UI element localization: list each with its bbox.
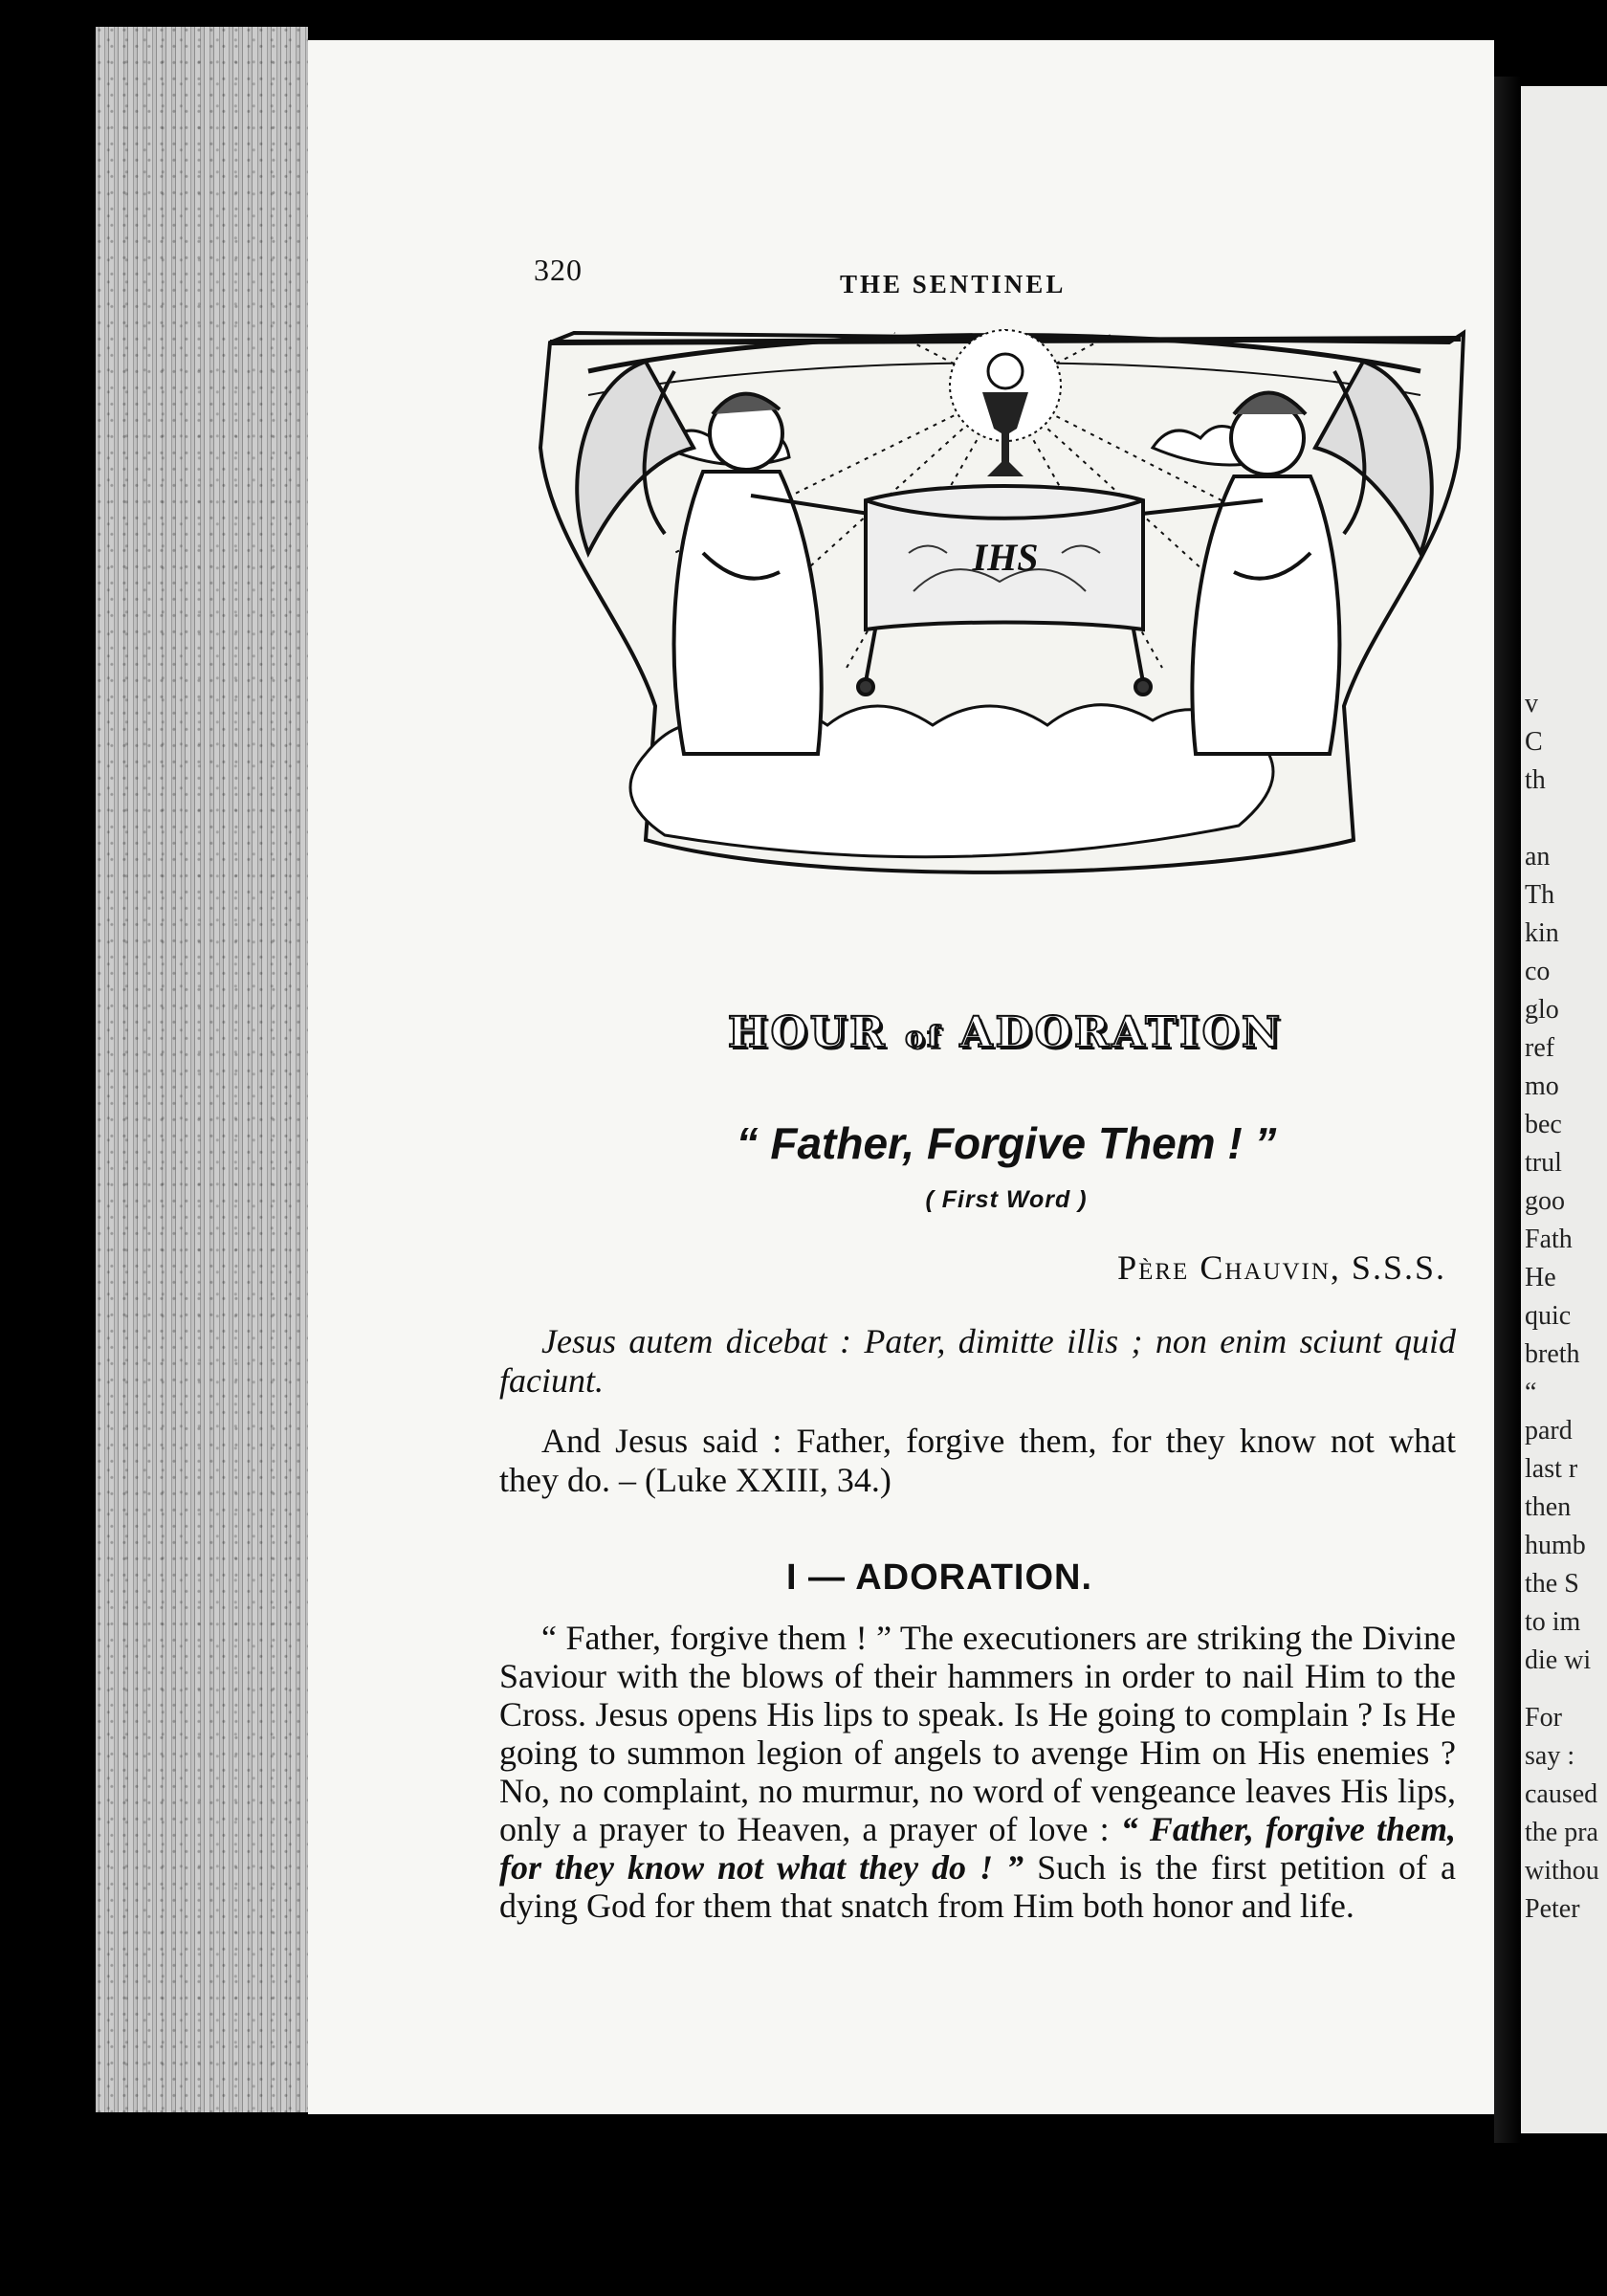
angels-chalice-illustration bbox=[531, 304, 1480, 913]
ihs-monogram: IHS bbox=[972, 536, 1039, 579]
first-word-label: ( First Word ) bbox=[925, 1186, 1088, 1213]
next-page-line: die wi bbox=[1525, 1645, 1592, 1675]
next-page-line: trul bbox=[1525, 1148, 1562, 1178]
next-page-line: For bbox=[1525, 1703, 1562, 1733]
book-page bbox=[308, 40, 1494, 2114]
next-page-line: breth bbox=[1525, 1339, 1580, 1369]
next-page-line: goo bbox=[1525, 1186, 1565, 1216]
next-page-line: th bbox=[1525, 765, 1546, 795]
next-page-line: kin bbox=[1525, 918, 1559, 948]
hour-of-adoration-title bbox=[670, 1008, 1341, 1057]
next-page-line: quic bbox=[1525, 1301, 1572, 1331]
next-page-line: last r bbox=[1525, 1454, 1578, 1484]
page-number: 320 bbox=[534, 253, 583, 287]
next-page-line: the pra bbox=[1525, 1818, 1598, 1847]
next-page-line: ref bbox=[1525, 1033, 1555, 1063]
next-page-fragment bbox=[1521, 86, 1607, 2133]
next-page-line: Fath bbox=[1525, 1225, 1573, 1254]
english-quote: And Jesus said : Father, forgive them, for they know not what they do. – (Luke XXIII, 34.) bbox=[499, 1422, 1456, 1499]
next-page-line: withou bbox=[1525, 1856, 1599, 1886]
next-page-line: say : bbox=[1525, 1741, 1575, 1771]
next-page-line: an bbox=[1525, 842, 1551, 872]
title-word-adoration: ADORATION bbox=[959, 1008, 1284, 1057]
next-page-line: humb bbox=[1525, 1531, 1586, 1560]
body-text-before: “ Father, forgive them ! ” The executioners are striking the Divine Saviour with the blows of their hammers in order to nail Him to the Cross. Jesus opens His lips to speak. Is He going to complain ? Is He going to summon legion of angels to avenge Him on His enemies ? No, no complaint, no murmur, no word of vengeance leaves His lips, only a prayer to Heaven, a prayer of love : bbox=[499, 1619, 1456, 1848]
title-word-of: of bbox=[905, 1021, 942, 1054]
next-page-line: v bbox=[1525, 689, 1538, 718]
next-page-line: the S bbox=[1525, 1569, 1579, 1599]
next-page-line: pard bbox=[1525, 1416, 1573, 1446]
book-page-edges bbox=[96, 27, 308, 2112]
body-paragraph bbox=[499, 1619, 1456, 1925]
next-page-line: bec bbox=[1525, 1110, 1562, 1139]
next-page-line: He bbox=[1525, 1263, 1556, 1292]
next-page-line: to im bbox=[1525, 1607, 1581, 1637]
next-page-line: caused bbox=[1525, 1779, 1598, 1809]
next-page-line: glo bbox=[1525, 995, 1559, 1025]
next-page-line: mo bbox=[1525, 1071, 1559, 1101]
next-page-line: Peter bbox=[1525, 1894, 1580, 1924]
book-gutter bbox=[1494, 77, 1521, 2143]
title-word-hour: HOUR bbox=[727, 1008, 888, 1057]
body-text-emphasis: “ Father, forgive them, for they know not what they do ! ” bbox=[499, 1810, 1457, 1887]
article-subtitle: “ Father, Forgive Them ! ” bbox=[736, 1118, 1277, 1168]
next-page-line: then bbox=[1525, 1492, 1572, 1522]
next-page-line: C bbox=[1525, 727, 1543, 757]
latin-quote: Jesus autem dicebat : Pater, dimitte illis ; non enim sciunt quid faciunt. bbox=[499, 1322, 1456, 1400]
next-page-line: co bbox=[1525, 957, 1551, 986]
author-byline: Père Chauvin, S.S.S. bbox=[1117, 1248, 1446, 1287]
next-page-line: Th bbox=[1525, 880, 1555, 910]
body-text-after: Such is the first petition of a dying God for them that snatch from Him both honor and life. bbox=[499, 1848, 1456, 1925]
running-title: THE SENTINEL bbox=[840, 270, 1067, 298]
next-page-line: “ bbox=[1525, 1378, 1537, 1407]
section-heading: I — ADORATION. bbox=[785, 1557, 1093, 1598]
